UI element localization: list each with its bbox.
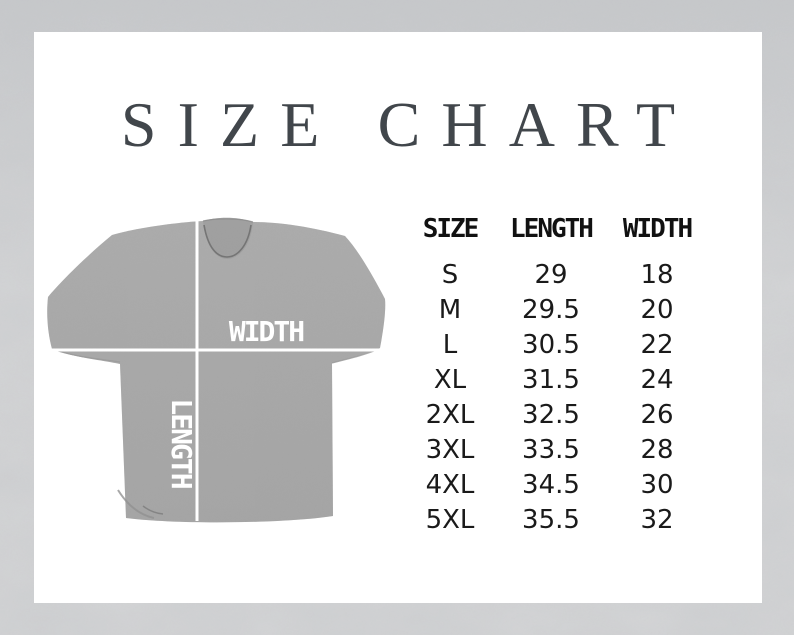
size-cell: XL — [433, 364, 467, 395]
length-label: LENGTH — [165, 398, 198, 488]
length-cell: 34.5 — [522, 469, 580, 500]
width-label: WIDTH — [228, 315, 304, 348]
tshirt-silhouette — [40, 206, 390, 536]
size-cell: L — [442, 329, 458, 360]
width-cell: 20 — [640, 294, 674, 325]
size-cell: M — [438, 294, 462, 325]
length-cell: 30.5 — [522, 329, 580, 360]
width-cell: 30 — [640, 469, 674, 500]
length-cell: 29.5 — [522, 294, 580, 325]
size-cell: 2XL — [425, 399, 475, 430]
tshirt-image — [40, 206, 390, 536]
length-cell: 29 — [534, 259, 568, 290]
content-panel — [34, 32, 762, 603]
size-cell: 4XL — [425, 469, 475, 500]
size-cell: 5XL — [425, 504, 475, 535]
page-title: SIZE CHART — [120, 89, 697, 160]
length-column-header: LENGTH — [510, 214, 592, 244]
width-cell: 24 — [640, 364, 674, 395]
length-cell: 35.5 — [522, 504, 580, 535]
length-cell: 31.5 — [522, 364, 580, 395]
length-cell: 32.5 — [522, 399, 580, 430]
size-table — [404, 257, 708, 537]
width-cell: 28 — [640, 434, 674, 465]
width-cell: 22 — [640, 329, 674, 360]
size-column-header: SIZE — [422, 214, 478, 244]
size-cell: 3XL — [425, 434, 475, 465]
size-cell: S — [441, 259, 459, 290]
width-cell: 32 — [640, 504, 674, 535]
width-cell: 18 — [640, 259, 674, 290]
width-cell: 26 — [640, 399, 674, 430]
length-cell: 33.5 — [522, 434, 580, 465]
size-table-header — [404, 210, 708, 248]
width-column-header: WIDTH — [622, 214, 692, 244]
width-line — [50, 349, 382, 352]
